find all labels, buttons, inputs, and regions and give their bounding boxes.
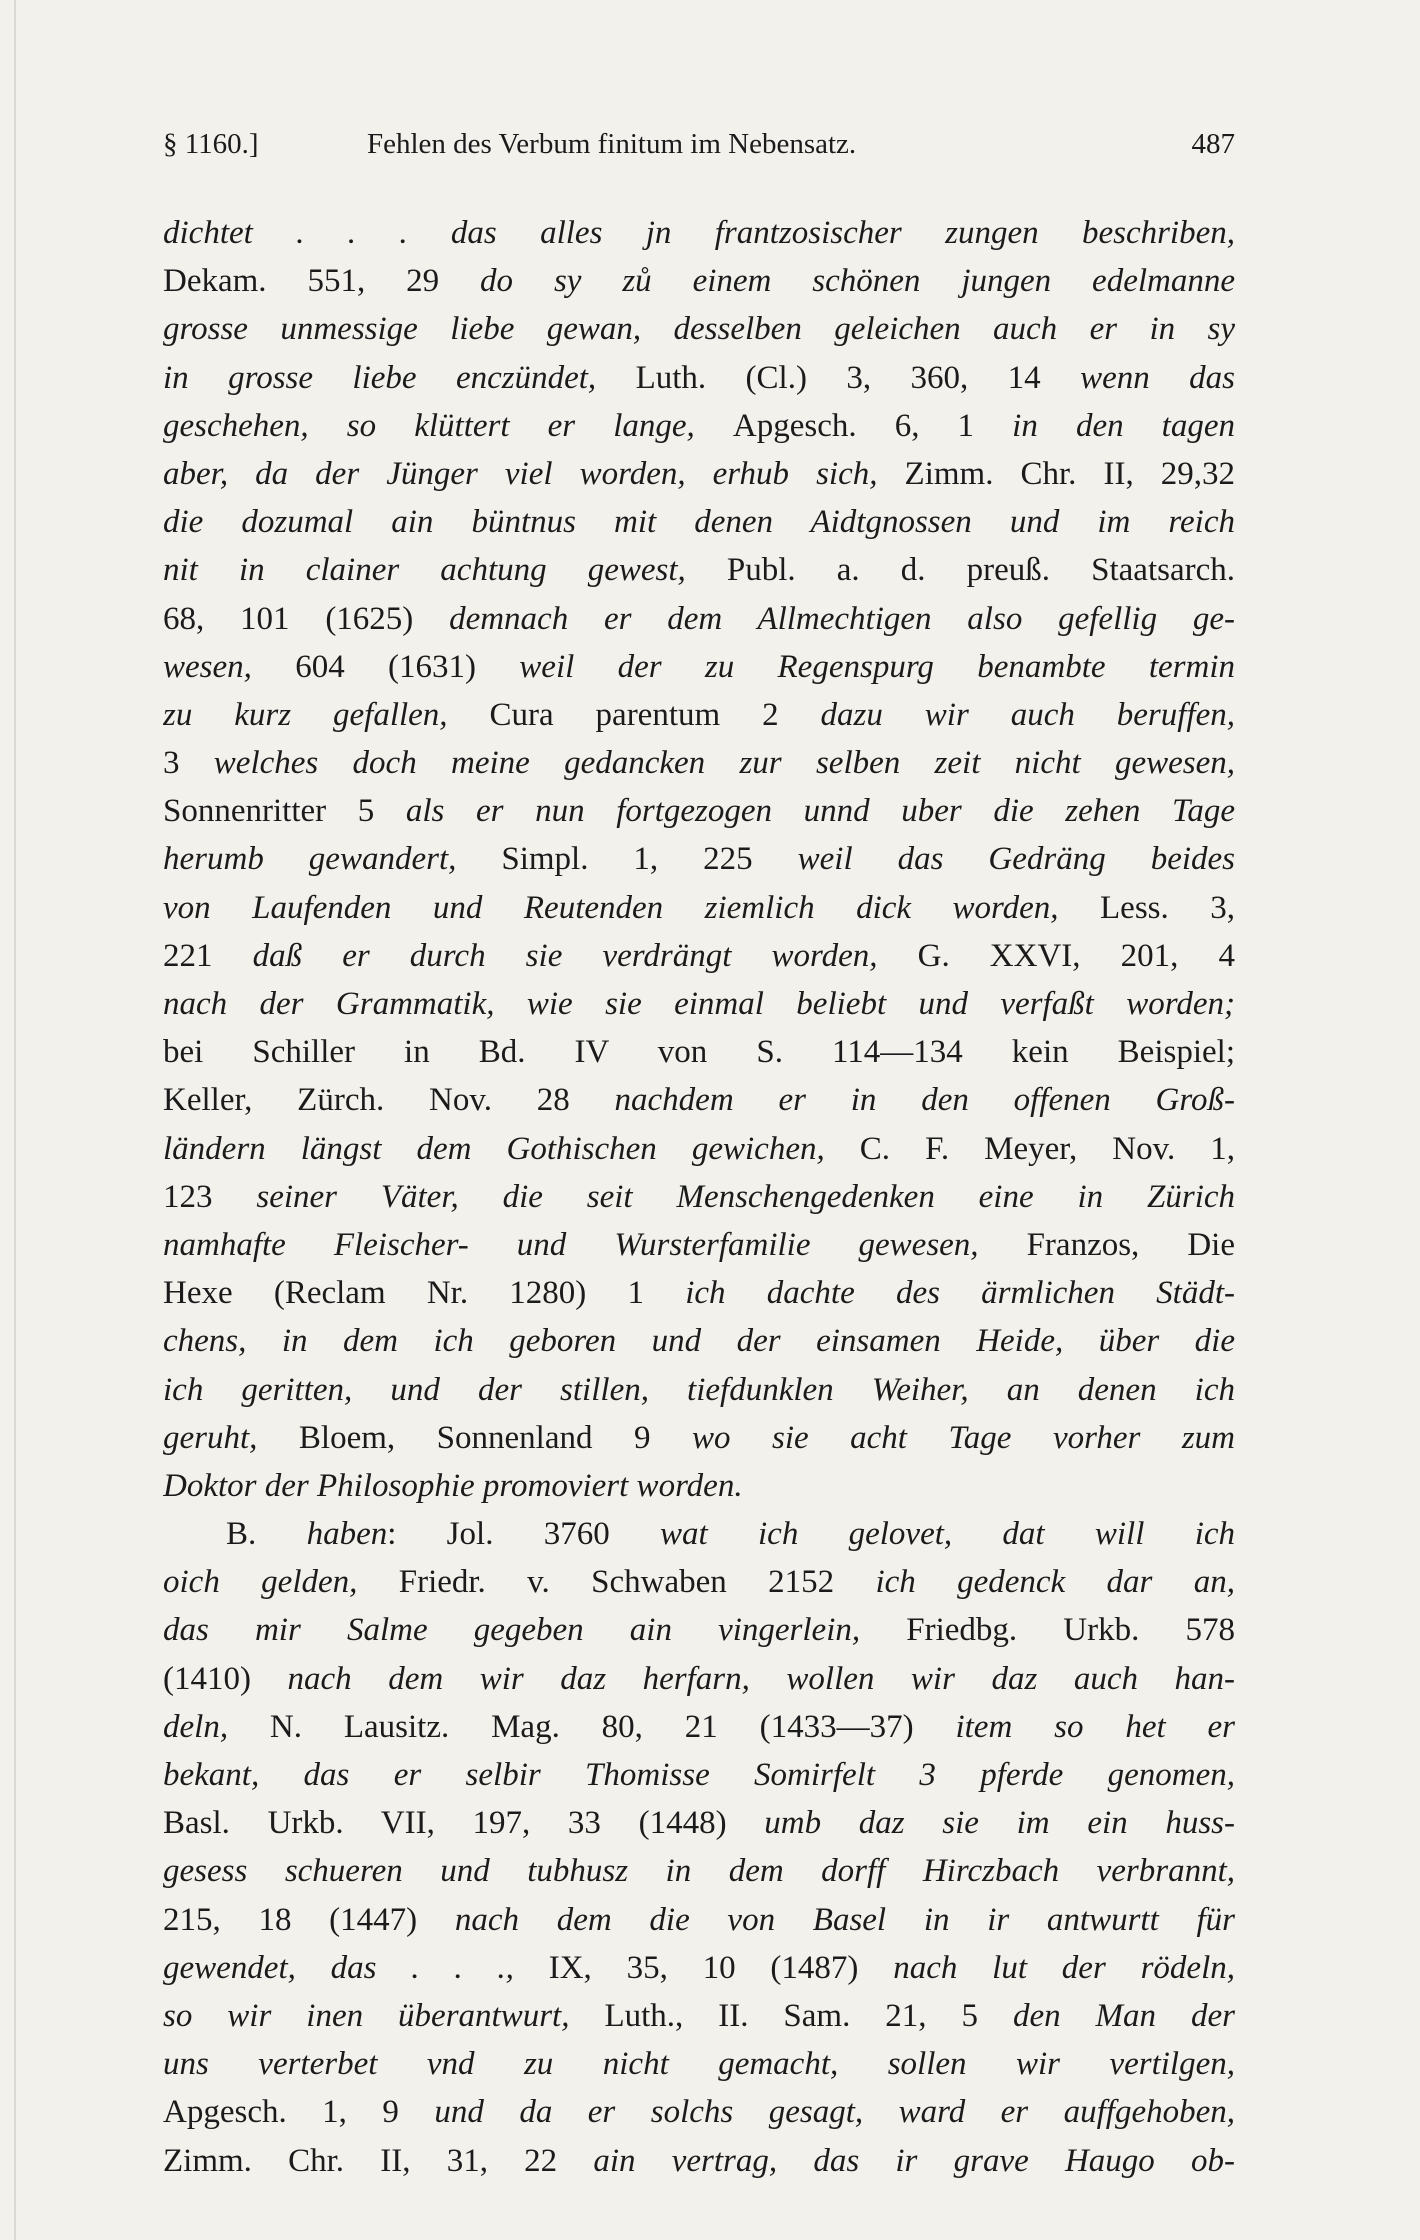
- citation-text: Friedr. v. Schwaben 2152: [398, 1564, 876, 1601]
- text-line: [163, 1606, 1235, 1654]
- text-line: [163, 691, 1235, 739]
- citation-text: Luth. (Cl.) 3, 360, 14: [635, 359, 1081, 396]
- text-line: [163, 305, 1235, 353]
- text-line: [163, 1462, 1235, 1510]
- italic-quote-text: in grosse liebe enczündet,: [163, 359, 636, 396]
- text-line: [163, 498, 1235, 546]
- text-line: [163, 450, 1235, 498]
- italic-quote-text: ich geritten, und der stillen, tiefdunklen Weiher, an denen ich: [163, 1371, 1235, 1408]
- italic-quote-text: ländern längst dem Gothischen gewichen,: [163, 1130, 860, 1167]
- text-line: [163, 643, 1235, 691]
- text-line: [163, 2040, 1235, 2088]
- citation-text: Zimm. Chr. II, 29,32: [904, 455, 1235, 492]
- citation-text: N. Lausitz. Mag. 80, 21 (1433—37): [269, 1708, 956, 1745]
- italic-quote-text: von Laufenden und Reutenden ziemlich dick worden,: [163, 889, 1101, 926]
- text-line: [163, 1028, 1235, 1076]
- italic-quote-text: so wir inen überantwurt,: [163, 1997, 605, 2034]
- text-line: [163, 787, 1235, 835]
- text-line: [163, 1366, 1235, 1414]
- section-reference: § 1160.]: [163, 128, 259, 160]
- citation-text: IX, 35, 10 (1487): [548, 1949, 894, 1986]
- italic-quote-text: herumb gewandert,: [163, 841, 502, 878]
- running-header: [163, 128, 1235, 176]
- text-line: [163, 354, 1235, 402]
- citation-text: 68, 101 (1625): [163, 600, 450, 637]
- text-line: [163, 1221, 1235, 1269]
- citation-text: (1410): [163, 1660, 288, 1697]
- citation-text: Franzos, Die: [1026, 1226, 1235, 1263]
- italic-quote-text: weil das Gedräng beides: [797, 841, 1235, 878]
- citation-text: C. F. Meyer, Nov. 1,: [859, 1130, 1235, 1167]
- italic-quote-text: nach der Grammatik, wie sie einmal beliebt und verfaßt worden;: [163, 986, 1235, 1022]
- citation-text: Sonnenritter 5: [163, 793, 406, 830]
- italic-quote-text: bekant, das er selbir Thomisse Somirfelt 3 pferde genomen,: [163, 1757, 1235, 1793]
- citation-text: Simpl. 1, 225: [501, 841, 798, 878]
- italic-quote-text: seiner Väter, die seit Menschengedenken eine in Zürich: [256, 1178, 1235, 1215]
- citation-text: Apgesch. 1, 9: [163, 2094, 435, 2131]
- citation-text: 215, 18 (1447): [163, 1901, 455, 1938]
- text-line: [163, 1799, 1235, 1847]
- italic-quote-text: nach dem die von Basel in ir antwurtt für: [454, 1901, 1235, 1938]
- page-edge-line: [14, 0, 16, 2240]
- text-line: [163, 1558, 1235, 1606]
- italic-quote-text: zu kurz gefallen,: [163, 696, 490, 733]
- italic-quote-text: ain vertrag, das ir grave Haugo ob-: [593, 2142, 1235, 2179]
- citation-text: Apgesch. 6, 1: [732, 407, 1013, 444]
- italic-quote-text: die dozumal ain büntnus mit denen Aidtgnossen und im reich: [163, 504, 1235, 541]
- italic-quote-text: do sy zů einem schönen jungen edelmanne: [480, 263, 1235, 300]
- italic-quote-text: item so het er: [955, 1708, 1235, 1745]
- italic-quote-text: haben: [306, 1516, 388, 1553]
- italic-quote-text: oich gelden,: [163, 1564, 399, 1601]
- text-line: [163, 1896, 1235, 1944]
- italic-quote-text: nachdem er in den offenen Groß-: [614, 1082, 1235, 1119]
- italic-quote-text: Doktor der Philosophie promoviert worden.: [163, 1467, 743, 1504]
- italic-quote-text: dichtet . . . das alles jn frantzosischer zungen beschriben,: [163, 215, 1235, 251]
- citation-text: G. XXVI, 201, 4: [917, 937, 1235, 974]
- italic-quote-text: daß er durch sie verdrängt worden,: [252, 937, 918, 974]
- italic-quote-text: wenn das: [1080, 359, 1235, 396]
- text-line: [163, 1655, 1235, 1703]
- italic-quote-text: wat ich gelovet, dat will ich: [660, 1516, 1235, 1553]
- italic-quote-text: und da er solchs gesagt, ward er auffgehoben,: [434, 2094, 1235, 2131]
- citation-text: Less. 3,: [1100, 889, 1235, 926]
- italic-quote-text: gesess schueren und tubhusz in dem dorff Hirczbach verbrannt,: [163, 1853, 1235, 1890]
- italic-quote-text: weil der zu Regenspurg benambte termin: [519, 648, 1235, 685]
- italic-quote-text: ich dachte des ärmlichen Städt-: [685, 1275, 1235, 1312]
- italic-quote-text: umb daz sie im ein huss-: [764, 1805, 1235, 1842]
- citation-text: bei Schiller in Bd. IV von S. 114—134 kein Beispiel;: [163, 1034, 1235, 1071]
- text-line: [163, 1414, 1235, 1462]
- italic-quote-text: als er nun fortgezogen unnd uber die zehen Tage: [405, 793, 1235, 830]
- citation-text: Keller, Zürch. Nov. 28: [163, 1082, 615, 1119]
- text-line: [163, 1703, 1235, 1751]
- text-line: [163, 1076, 1235, 1124]
- italic-quote-text: geschehen, so klüttert er lange,: [163, 407, 733, 444]
- italic-quote-text: geruht,: [163, 1419, 299, 1456]
- text-line: [163, 2088, 1235, 2136]
- text-line: [163, 932, 1235, 980]
- citation-text: Zimm. Chr. II, 31, 22: [163, 2142, 594, 2179]
- text-line: [163, 1317, 1235, 1365]
- italic-quote-text: wo sie acht Tage vorher zum: [691, 1419, 1235, 1456]
- italic-quote-text: gewendet, das . . .,: [163, 1949, 549, 1986]
- text-line: [163, 835, 1235, 883]
- text-line: [163, 402, 1235, 450]
- italic-quote-text: in den tagen: [1012, 407, 1235, 444]
- text-line: [163, 739, 1235, 787]
- text-line: [163, 1847, 1235, 1895]
- italic-quote-text: dazu wir auch beruffen,: [820, 696, 1235, 733]
- italic-quote-text: das mir Salme gegeben ain vingerlein,: [163, 1612, 907, 1649]
- text-line: [163, 1751, 1235, 1799]
- citation-text: 221: [163, 937, 253, 974]
- text-line: [163, 1269, 1235, 1317]
- italic-quote-text: demnach er dem Allmechtigen also gefellig ge-: [449, 600, 1235, 637]
- italic-quote-text: nit in clainer achtung gewest,: [163, 552, 727, 589]
- text-line: [163, 980, 1235, 1028]
- citation-text: Publ. a. d. preuß. Staatsarch.: [726, 552, 1235, 589]
- citation-text: Dekam. 551, 29: [163, 263, 481, 300]
- italic-quote-text: grosse unmessige liebe gewan, desselben geleichen auch er in sy: [163, 311, 1235, 348]
- italic-quote-text: uns verterbet vnd zu nicht gemacht, sollen wir vertilgen,: [163, 2046, 1235, 2083]
- italic-quote-text: chens, in dem ich geboren und der einsamen Heide, über die: [163, 1323, 1235, 1360]
- citation-text: Basl. Urkb. VII, 197, 33 (1448): [163, 1805, 765, 1842]
- italic-quote-text: wesen,: [163, 648, 296, 685]
- italic-quote-text: aber, da der Jünger viel worden, erhub sich,: [163, 455, 905, 492]
- text-line: [163, 884, 1235, 932]
- text-line: [163, 1173, 1235, 1221]
- text-line: [163, 1992, 1235, 2040]
- text-line: [163, 2137, 1235, 2185]
- citation-text: B.: [226, 1516, 307, 1553]
- text-line: [163, 546, 1235, 594]
- citation-text: Bloem, Sonnenland 9: [298, 1419, 692, 1456]
- italic-quote-text: den Man der: [1012, 1997, 1235, 2034]
- text-line: [163, 595, 1235, 643]
- italic-quote-text: ich gedenck dar an,: [875, 1564, 1235, 1601]
- italic-quote-text: nach dem wir daz herfarn, wollen wir daz auch han-: [287, 1660, 1235, 1697]
- citation-text: Friedbg. Urkb. 578: [906, 1612, 1235, 1649]
- text-line: [163, 1125, 1235, 1173]
- citation-text: Cura parentum 2: [489, 696, 821, 733]
- page-number: 487: [1191, 128, 1235, 160]
- citation-text: : Jol. 3760: [387, 1516, 661, 1553]
- running-title: Fehlen des Verbum finitum im Nebensatz.: [367, 128, 857, 160]
- italic-quote-text: deln,: [163, 1708, 270, 1745]
- text-line: [163, 257, 1235, 305]
- citation-text: 3: [163, 745, 214, 782]
- text-line: [163, 1944, 1235, 1992]
- citation-text: 604 (1631): [295, 648, 520, 685]
- citation-text: 123: [163, 1178, 257, 1215]
- italic-quote-text: namhafte Fleischer- und Wursterfamilie gewesen,: [163, 1226, 1027, 1263]
- citation-text: Luth., II. Sam. 21, 5: [604, 1997, 1013, 2034]
- body-text: [163, 209, 1235, 2185]
- text-line: [163, 1510, 1235, 1558]
- citation-text: Hexe (Reclam Nr. 1280) 1: [163, 1275, 686, 1312]
- italic-quote-text: welches doch meine gedancken zur selben zeit nicht gewesen,: [213, 745, 1235, 782]
- italic-quote-text: nach lut der rödeln,: [893, 1949, 1235, 1986]
- text-line: [163, 209, 1235, 257]
